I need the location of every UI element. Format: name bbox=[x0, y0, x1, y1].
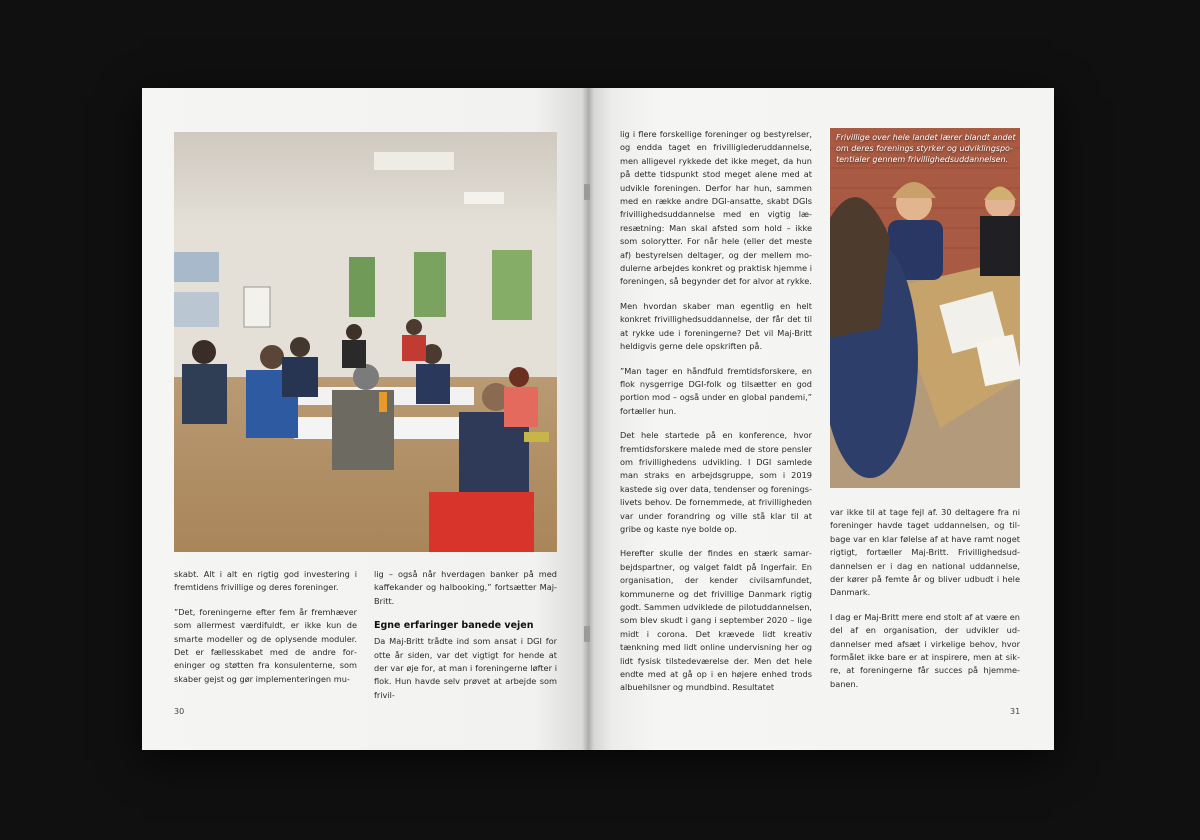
left-column-1 bbox=[174, 568, 357, 697]
paragraph: ”Man tager en håndfuld fremtidsforskere, en flok nysgerrige DGI-folk og tilsætter en god portion mod – også under en global pandemi,” fortæller hun. bbox=[620, 365, 812, 416]
page-number-left: 30 bbox=[174, 707, 185, 716]
paragraph: Herefter skulle der findes en stærk samarbejdspartner, og valget faldt på Ingerfair. En organisation, der kender civilsamfundet, kommunerne og det frivillige Danmark rigtig godt. Sammen udviklede de pilotuddannelsen, som blev skudt i gang i september 2020 – lige midt i corona. Det krævede lidt kreativ tænkning med lidt online undervisning her og lidt fysisk tilstedeværelse der. Men det hele endte med at gå op i en højere enhed trods albuehilsner og mundbind. Resultatet bbox=[620, 548, 812, 693]
paragraph: Da Maj-Britt trådte ind som ansat i DGI for otte år siden, var det vigtigt for hende at der var øje for, at man i foreningerne løfter i flok. Hun havde selv prøvet at arbejde som frivil- bbox=[374, 636, 557, 700]
staple bbox=[584, 626, 590, 642]
classroom-photo bbox=[174, 132, 557, 552]
paragraph: var ikke til at tage fejl af. 30 deltagere fra ni foreninger havde taget uddannelsen, og tilbage var en klar følelse af at have ramt noget rigtigt, fortæller Maj-Britt. Frivillighedsuddannelsen er i dag en national uddannelse, der kører på femte år og bliver udbudt i hele Danmark. bbox=[830, 507, 1020, 598]
magazine-spread bbox=[142, 88, 1054, 750]
page-number-right: 31 bbox=[1010, 707, 1021, 716]
paragraph: lig i flere forskellige foreninger og bestyrelser, og endda taget en frivilliglederuddannelse, men alligevel rykkede det ikke meget, da hun på dette tidspunkt stod meget alene med at udvikle foreningen. Derfor har hun, sammen med en række andre DGI-ansatte, skabt DGIs frivillighedsuddannelse med en vigtig læresætning: Man skal afsted som hold – ikke som solorytter. For når hele (eller det meste af) bestyrelsen deltager, og der mellem modulerne arbejdes konkret og praktisk hjemme i foreningen, så begynder det for alvor at rykke. bbox=[620, 129, 812, 287]
paragraph: I dag er Maj-Britt mere end stolt af at være en del af en organisation, der udvikler uddannelser med afsæt i virkelige behov, hvor formålet ikke bare er at inspirere, men at sikre, at foreningerne får succes på hjemmebanen. bbox=[830, 611, 1020, 689]
paragraph: skabt. Alt i alt en rigtig god investering i fremtidens frivillige og deres foreninger. bbox=[174, 569, 357, 593]
right-column-1 bbox=[620, 128, 812, 706]
workshop-photo bbox=[830, 128, 1020, 488]
paragraph: Det hele startede på en konference, hvor fremtidsforskere malede med de store pensler om frivillighedens udvikling. I DGI samlede man straks en arbejdsgruppe, som i 2019 kastede sig over data, tendenser og foreningslivets behov. De fornemmede, at frivilligheden var under forandring og ville stå klar til at gribe og kaste nye bolde op. bbox=[620, 430, 812, 534]
right-column-2 bbox=[830, 506, 1020, 702]
left-column-2 bbox=[374, 568, 557, 713]
paragraph: lig – også når hverdagen banker på med kaffekander og halbooking,” fortsætter Maj-Britt. bbox=[374, 569, 557, 606]
paragraph: ”Det, foreningerne efter fem år fremhæver som allermest værdifuldt, er ikke kun de smarte modeller og de oplysende moduler. Det er fællesskabet med de andre foreninger og støtten fra konsulenterne, som skaber gejst og gør implementeringen mu- bbox=[174, 606, 357, 684]
section-heading: Egne erfaringer banede vejen bbox=[374, 620, 534, 632]
paragraph: Men hvordan skaber man egentlig en helt konkret frivillighedsuddannelse, der får det til at rykke ude i foreningerne? Det vil Maj-Britt heldigvis gerne dele opskriften på. bbox=[620, 300, 812, 352]
staple bbox=[584, 184, 590, 200]
photo-caption: Frivillige over hele landet lærer blandt andet om deres forenings styrker og udviklingspotentialer gennem frivillighedsuddannelsen. bbox=[836, 133, 1016, 164]
